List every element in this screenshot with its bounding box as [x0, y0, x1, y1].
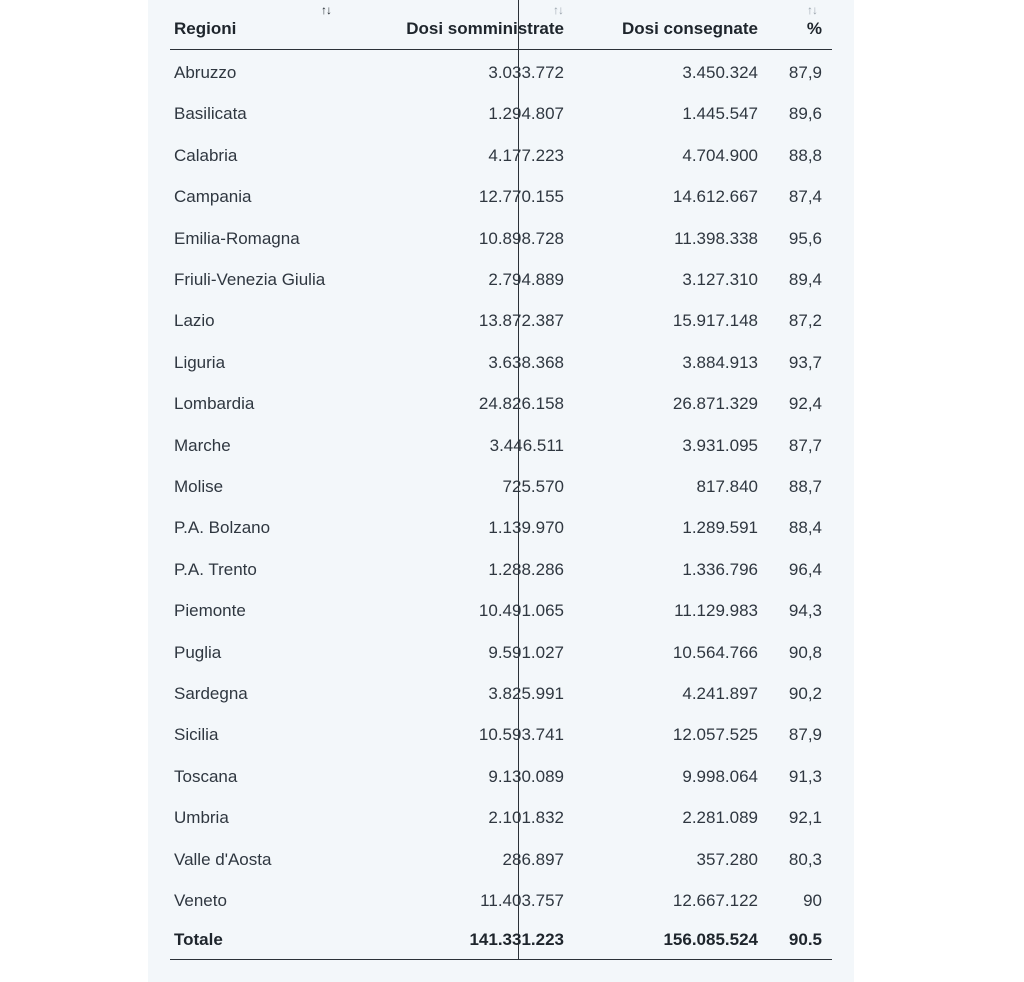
delivered-cell: 2.281.089 [682, 808, 758, 828]
region-cell: Marche [174, 435, 231, 455]
table-row [170, 464, 832, 505]
percent-cell: 92,1 [788, 808, 822, 828]
delivered-cell: 3.931.095 [682, 435, 758, 455]
header-dosi-somministrate[interactable]: Dosi somministrate [406, 19, 564, 38]
delivered-cell: 12.057.525 [672, 725, 758, 745]
sort-regioni-icon[interactable]: ↑↓ [321, 3, 331, 17]
percent-cell: 87,9 [788, 63, 822, 82]
administered-cell: 2.101.832 [488, 808, 564, 828]
administered-cell: 725.570 [502, 477, 564, 496]
region-cell: Piemonte [174, 601, 246, 621]
table-row [170, 257, 832, 298]
region-cell: Molise [174, 477, 224, 496]
percent-cell: 89,4 [788, 270, 822, 289]
delivered-cell: 817.840 [696, 477, 758, 496]
region-cell: Veneto [174, 891, 227, 910]
region-cell: Emilia-Romagna [174, 228, 300, 248]
percent-cell: 88,7 [788, 477, 822, 496]
delivered-cell: 3.884.913 [682, 352, 758, 372]
percent-cell: 89,6 [788, 104, 822, 124]
percent-cell: 80,3 [788, 849, 822, 869]
administered-cell: 10.593.741 [478, 725, 564, 745]
header-percent[interactable]: % [806, 19, 822, 38]
table-row [170, 133, 832, 174]
percent-cell: 87,9 [788, 725, 822, 745]
delivered-cell: 15.917.148 [672, 311, 758, 331]
sort-somministrate-icon[interactable]: ↑↓ [553, 3, 563, 17]
region-cell: Sardegna [174, 684, 248, 703]
administered-cell: 1.294.807 [488, 104, 564, 124]
region-cell: Lombardia [174, 394, 255, 414]
region-cell: Liguria [174, 352, 226, 372]
total-delivered: 156.085.524 [663, 930, 758, 949]
administered-cell: 9.130.089 [488, 766, 564, 786]
header-dosi-consegnate[interactable]: Dosi consegnate [621, 19, 758, 38]
administered-cell: 4.177.223 [488, 145, 564, 165]
delivered-cell: 1.445.547 [682, 104, 758, 124]
delivered-cell: 4.241.897 [682, 684, 758, 703]
header-regioni[interactable]: Regioni [174, 19, 237, 38]
percent-cell: 96,4 [788, 559, 822, 579]
region-cell: P.A. Trento [174, 559, 257, 579]
table-row [170, 671, 832, 712]
table-row [170, 837, 832, 878]
delivered-cell: 11.398.338 [674, 228, 758, 248]
administered-cell: 12.770.155 [478, 187, 564, 207]
delivered-cell: 3.450.324 [682, 63, 758, 82]
total-percent: 90.5 [788, 930, 822, 949]
region-cell: Abruzzo [174, 63, 237, 82]
delivered-cell: 4.704.900 [682, 145, 758, 165]
administered-cell: 3.825.991 [488, 684, 564, 703]
administered-cell: 3.033.772 [488, 63, 564, 82]
region-cell: P.A. Bolzano [174, 518, 271, 538]
table-row [170, 588, 832, 629]
percent-cell: 90,2 [788, 684, 822, 703]
administered-cell: 3.446.511 [489, 435, 564, 455]
percent-cell: 95,6 [788, 228, 822, 248]
percent-cell: 91,3 [788, 766, 822, 786]
administered-cell: 10.898.728 [478, 228, 564, 248]
region-cell: Toscana [174, 766, 238, 786]
percent-cell: 88,4 [788, 518, 822, 538]
table-row [170, 174, 832, 215]
region-cell: Lazio [174, 311, 215, 331]
region-cell: Sicilia [174, 725, 219, 745]
delivered-cell: 3.127.310 [682, 270, 758, 289]
administered-cell: 13.872.387 [478, 311, 564, 331]
table-row [170, 878, 832, 919]
administered-cell: 10.491.065 [478, 601, 564, 621]
table-row [170, 340, 832, 381]
table-row [170, 91, 832, 132]
delivered-cell: 1.336.796 [682, 559, 758, 579]
table-row [170, 381, 832, 422]
percent-cell: 87,2 [788, 311, 822, 331]
administered-cell: 2.794.889 [488, 270, 564, 289]
percent-cell: 90 [803, 891, 822, 910]
percent-cell: 87,4 [788, 187, 822, 207]
table-row [170, 547, 832, 588]
region-cell: Puglia [174, 642, 222, 662]
delivered-cell: 14.612.667 [672, 187, 758, 207]
administered-cell: 3.638.368 [488, 352, 564, 372]
administered-cell: 1.288.286 [488, 559, 564, 579]
table-row [170, 298, 832, 339]
total-label: Totale [174, 930, 223, 949]
administered-cell: 9.591.027 [488, 642, 564, 662]
percent-cell: 94,3 [788, 601, 822, 621]
delivered-cell: 26.871.329 [672, 394, 758, 414]
table-row [170, 50, 832, 91]
table-row [170, 630, 832, 671]
percent-cell: 87,7 [788, 435, 822, 455]
region-cell: Friuli-Venezia Giulia [174, 270, 326, 289]
delivered-cell: 357.280 [696, 849, 758, 869]
delivered-cell: 11.129.983 [674, 601, 758, 621]
table-row [170, 505, 832, 546]
region-cell: Valle d'Aosta [174, 849, 272, 869]
percent-cell: 90,8 [788, 642, 822, 662]
total-administered: 141.331.223 [469, 930, 564, 949]
administered-cell: 24.826.158 [478, 394, 564, 414]
administered-cell: 1.139.970 [488, 518, 564, 538]
percent-cell: 93,7 [788, 352, 822, 372]
delivered-cell: 9.998.064 [682, 766, 758, 786]
administered-cell: 286.897 [502, 849, 564, 869]
delivered-cell: 10.564.766 [672, 642, 758, 662]
region-cell: Campania [174, 187, 252, 207]
total-row [170, 917, 832, 960]
table-header [170, 0, 832, 50]
sort-percent-icon[interactable]: ↑↓ [807, 3, 817, 17]
delivered-cell: 1.289.591 [682, 518, 758, 538]
table-row [170, 423, 832, 464]
region-cell: Umbria [174, 808, 229, 828]
table-row [170, 216, 832, 257]
table-row [170, 754, 832, 795]
table-row [170, 795, 832, 836]
administered-cell: 11.403.757 [480, 891, 564, 910]
region-cell: Calabria [174, 145, 238, 165]
percent-cell: 92,4 [788, 394, 822, 414]
percent-cell: 88,8 [788, 145, 822, 165]
delivered-cell: 12.667.122 [672, 891, 758, 910]
table-row [170, 712, 832, 753]
region-cell: Basilicata [174, 104, 247, 124]
